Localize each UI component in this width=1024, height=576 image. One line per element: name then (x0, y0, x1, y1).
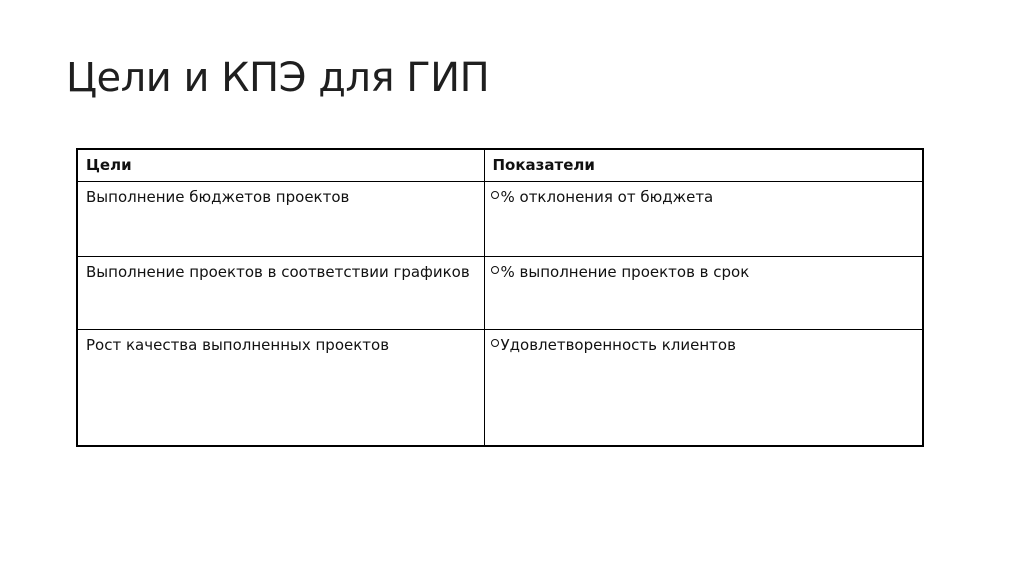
table-row (77, 257, 923, 330)
table-row (77, 182, 923, 257)
indicator-text: Удовлетворенность клиентов (500, 336, 736, 354)
header-goals: Цели (77, 149, 484, 182)
circle-bullet-icon (491, 266, 499, 274)
slide-title: Цели и КПЭ для ГИП (66, 55, 490, 101)
indicator-cell (484, 257, 923, 330)
table-row (77, 330, 923, 447)
kpi-table (76, 148, 924, 447)
table-header-row (77, 149, 923, 182)
indicator-cell (484, 330, 923, 447)
indicator-text: % отклонения от бюджета (500, 188, 714, 206)
circle-bullet-icon (491, 191, 499, 199)
indicator-text: % выполнение проектов в срок (500, 263, 750, 281)
indicator-cell (484, 182, 923, 257)
goal-cell: Выполнение бюджетов проектов (77, 182, 484, 257)
circle-bullet-icon (491, 339, 499, 347)
header-indicators: Показатели (484, 149, 923, 182)
goal-cell: Рост качества выполненных проектов (77, 330, 484, 447)
goal-cell: Выполнение проектов в соответствии графиков (77, 257, 484, 330)
